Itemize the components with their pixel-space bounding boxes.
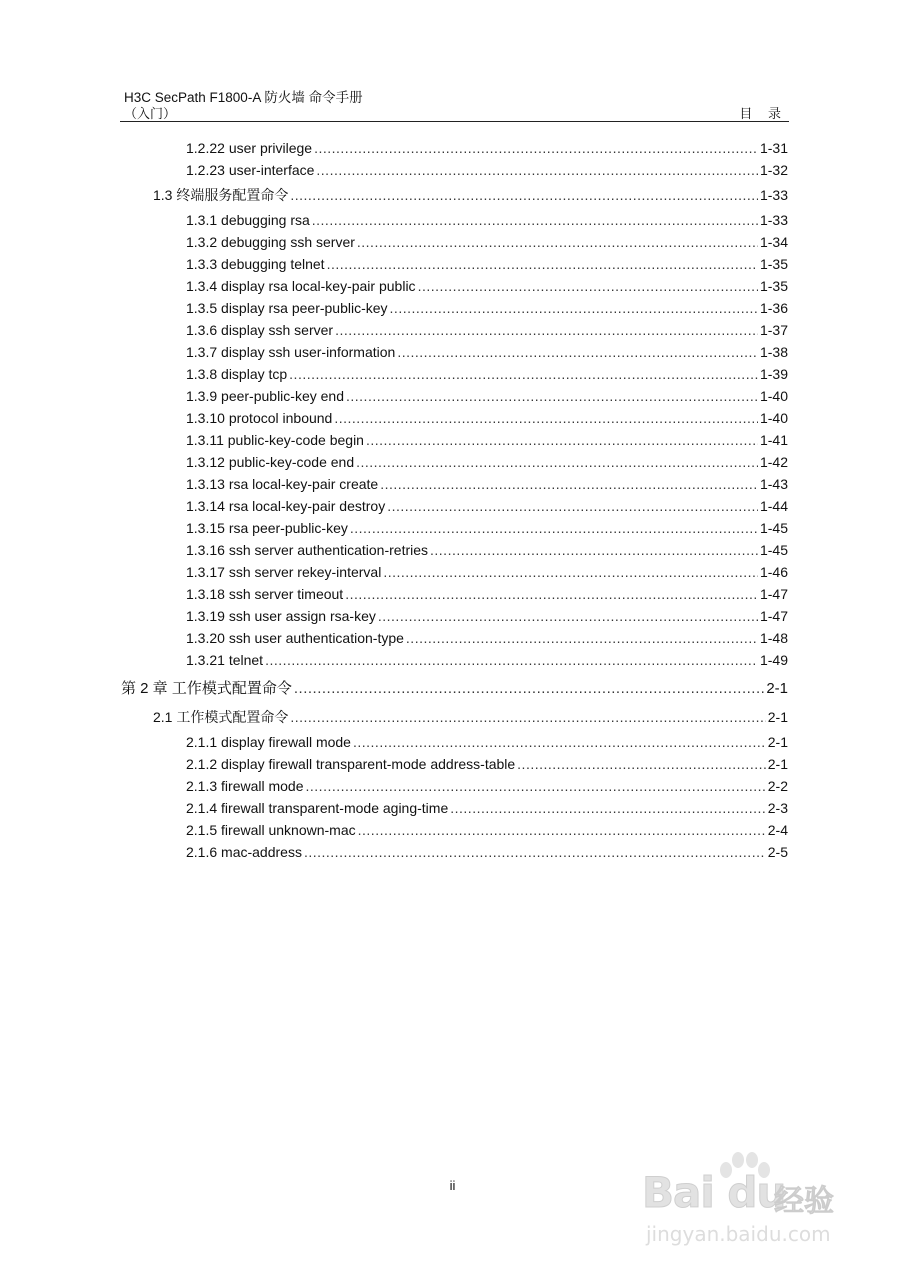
toc-entry-page: 1-44 [759,498,788,514]
toc-leader [289,363,758,385]
toc-entry-title: 2.1 工作模式配置命令 [153,709,289,725]
toc-section-entry[interactable] [153,184,788,206]
toc-entry-page: 1-40 [759,410,788,426]
watermark-url: jingyan.baidu.com [646,1222,831,1246]
toc-entry-title: 1.3.9 peer-public-key end [186,388,344,404]
toc-entry-title: 1.3.4 display rsa local-key-pair public [186,278,416,294]
toc-entry-page: 1-33 [759,187,788,203]
toc-entry-page: 2-1 [766,680,788,697]
toc-entry-title: 1.3.3 debugging telnet [186,256,325,272]
toc-leader [358,819,766,841]
toc-entry-title: 2.1.3 firewall mode [186,778,304,794]
toc-entry[interactable] [186,605,788,627]
toc-entry-title: 1.3.19 ssh user assign rsa-key [186,608,376,624]
toc-leader [312,209,758,231]
baidu-jingyan-watermark [640,1148,860,1258]
toc-entry-title: 2.1.2 display firewall transparent-mode address-table [186,756,516,772]
toc-entry-page: 1-32 [759,162,788,178]
toc-entry-page: 2-2 [767,778,788,794]
toc-entry[interactable] [186,473,788,495]
toc-leader [366,429,758,451]
toc-chapter-entry[interactable] [121,678,788,700]
toc-entry[interactable] [186,583,788,605]
toc-leader [350,517,758,539]
toc-leader [387,495,758,517]
toc-entry[interactable] [186,159,788,181]
toc-entry[interactable] [186,451,788,473]
toc-entry-page: 2-5 [767,844,788,860]
toc-entry-page: 1-38 [759,344,788,360]
watermark-brand: 经验 [774,1185,834,1218]
toc-entry[interactable] [186,753,788,775]
toc-entry-title: 1.3.2 debugging ssh server [186,234,355,250]
toc-leader [383,561,758,583]
toc-entry[interactable] [186,429,788,451]
toc-entry[interactable] [186,253,788,275]
toc-leader [265,649,758,671]
toc-entry-page: 1-43 [759,476,788,492]
toc-leader [314,137,758,159]
toc-entry-page: 1-36 [759,300,788,316]
toc-entry-title: 1.2.22 user privilege [186,140,313,156]
toc-entry[interactable] [186,775,788,797]
toc-entry[interactable] [186,385,788,407]
toc-entry-page: 1-35 [759,256,788,272]
toc-entry[interactable] [186,231,788,253]
toc-leader [327,253,758,275]
toc-entry-page: 1-46 [759,564,788,580]
toc-leader [357,231,758,253]
toc-entry[interactable] [186,539,788,561]
toc-entry-page: 1-48 [759,630,788,646]
toc-entry-page: 1-41 [759,432,788,448]
header-product-title: H3C SecPath F1800-A 防火墙 命令手册 [124,90,363,105]
toc-entry-title: 1.2.23 user-interface [186,162,315,178]
toc-entry-title: 1.3.15 rsa peer-public-key [186,520,348,536]
toc-entry-page: 1-37 [759,322,788,338]
toc-leader [418,275,758,297]
toc-entry-page: 1-33 [759,212,788,228]
toc-leader [380,473,758,495]
toc-entry-title: 2.1.1 display firewall mode [186,734,351,750]
toc-leader [306,775,766,797]
toc-entry[interactable] [186,137,788,159]
toc-leader [517,753,766,775]
toc-leader [353,731,766,753]
toc-entry-title: 2.1.4 firewall transparent-mode aging-time [186,800,449,816]
header-divider [120,121,789,122]
toc-entry-title: 2.1.6 mac-address [186,844,302,860]
toc-entry[interactable] [186,209,788,231]
toc-leader [390,297,758,319]
toc-entry-title: 1.3.18 ssh server timeout [186,586,344,602]
toc-entry-title: 1.3.16 ssh server authentication-retries [186,542,429,558]
toc-entry[interactable] [186,841,788,863]
toc-entry-page: 2-3 [767,800,788,816]
toc-entry[interactable] [186,731,788,753]
toc-entry[interactable] [186,363,788,385]
toc-entry-title: 1.3.7 display ssh user-information [186,344,396,360]
toc-entry-page: 1-40 [759,388,788,404]
toc-entry[interactable] [186,627,788,649]
toc-leader [335,319,758,341]
toc-entry-page: 2-4 [767,822,788,838]
page-number: ii [449,1178,456,1193]
toc-entry-title: 1.3.12 public-key-code end [186,454,355,470]
toc-leader [345,583,758,605]
header-section-label: 目 录 [739,106,787,121]
toc-entry[interactable] [186,819,788,841]
toc-leader [304,841,766,863]
toc-entry-page: 1-45 [759,542,788,558]
toc-entry-page: 1-49 [759,652,788,668]
toc-entry[interactable] [186,407,788,429]
toc-leader [378,605,758,627]
toc-entry-title: 1.3.8 display tcp [186,366,288,382]
toc-entry-title: 1.3.21 telnet [186,652,264,668]
toc-entry-page: 2-1 [767,709,788,725]
toc-entry[interactable] [186,797,788,819]
toc-entry-title: 1.3 终端服务配置命令 [153,187,289,203]
toc-entry-page: 1-35 [759,278,788,294]
toc-leader [290,706,765,728]
toc-leader [294,678,764,700]
toc-entry[interactable] [186,275,788,297]
toc-entry-page: 1-34 [759,234,788,250]
toc-leader [356,451,758,473]
toc-entry[interactable] [186,319,788,341]
toc-leader [406,627,758,649]
toc-entry-title: 第 2 章 工作模式配置命令 [121,680,292,697]
toc-entry-title: 1.3.17 ssh server rekey-interval [186,564,382,580]
toc-entry-page: 2-1 [767,734,788,750]
toc-entry-title: 1.3.13 rsa local-key-pair create [186,476,379,492]
toc-entry-page: 1-45 [759,520,788,536]
toc-section-entry[interactable] [153,706,788,728]
toc-entry[interactable] [186,495,788,517]
toc-entry-title: 1.3.11 public-key-code begin [186,432,364,448]
toc-leader [316,159,758,181]
toc-entry-page: 1-47 [759,586,788,602]
toc-entry-title: 1.3.20 ssh user authentication-type [186,630,404,646]
toc-entry[interactable] [186,649,788,671]
toc-entry-title: 1.3.1 debugging rsa [186,212,310,228]
toc-entry-page: 2-1 [767,756,788,772]
toc-entry-title: 1.3.6 display ssh server [186,322,334,338]
toc-entry-page: 1-31 [759,140,788,156]
toc-entry[interactable] [186,341,788,363]
toc-entry[interactable] [186,561,788,583]
toc-entry-title: 1.3.14 rsa local-key-pair destroy [186,498,386,514]
toc-entry-title: 1.3.10 protocol inbound [186,410,333,426]
toc-entry[interactable] [186,517,788,539]
toc-entry-page: 1-47 [759,608,788,624]
toc-leader [334,407,758,429]
toc-entry-page: 1-42 [759,454,788,470]
toc-entry-title: 1.3.5 display rsa peer-public-key [186,300,388,316]
toc-entry-title: 2.1.5 firewall unknown-mac [186,822,356,838]
toc-leader [397,341,758,363]
toc-leader [290,184,758,206]
watermark-logo-text: Bai du [642,1168,786,1217]
toc-leader [430,539,758,561]
toc-leader [450,797,766,819]
toc-entry-page: 1-39 [759,366,788,382]
toc-entry[interactable] [186,297,788,319]
toc-leader [346,385,758,407]
header-subtitle: （入门） [124,106,177,121]
